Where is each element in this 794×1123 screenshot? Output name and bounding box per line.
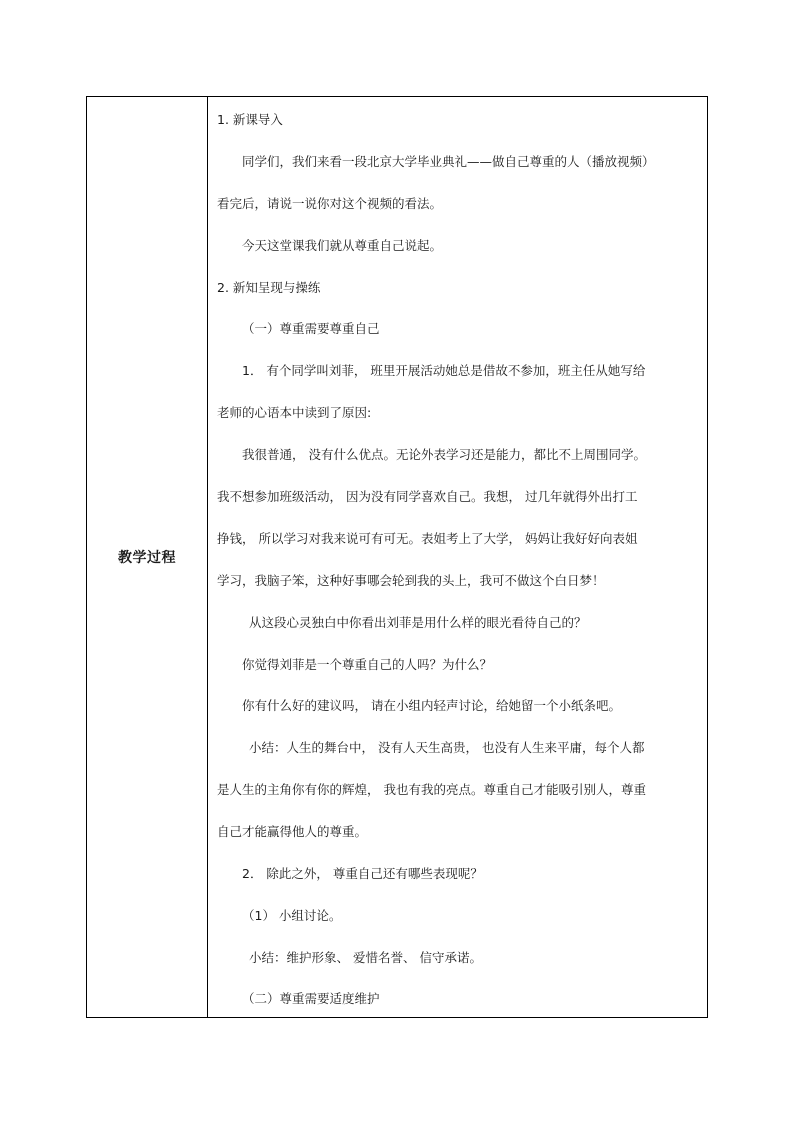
paragraph-line: 同学们，我们来看一段北京大学毕业典礼——做自己尊重的人（播放视频） (242, 154, 655, 169)
paragraph-line: （1） 小组讨论。 (242, 908, 342, 923)
heading-new-lesson-intro: 1. 新课导入 (217, 112, 283, 127)
section-label: 教学过程 (118, 550, 176, 566)
question-line: 你有什么好的建议吗， 请在小组内轻声讨论，给她留一个小纸条吧。 (242, 698, 621, 713)
summary-line: 小结：人生的舞台中， 没有人天生高贵， 也没有人生来平庸，每个人都 (249, 740, 645, 755)
paragraph-line: 2． 除此之外， 尊重自己还有哪些表现呢？ (242, 866, 483, 881)
paragraph-line: 老师的心语本中读到了原因: (217, 405, 372, 420)
teaching-process-content (208, 97, 707, 1017)
section-label-cell (87, 97, 208, 1017)
summary-line: 自己才能赢得他人的尊重。 (217, 824, 368, 839)
subheading-respect-self: （一）尊重需要尊重自己 (242, 321, 380, 336)
lesson-plan-table (86, 96, 708, 1018)
summary-line: 小结：维护形象、 爱惜名誉、 信守承诺。 (249, 950, 482, 965)
question-line: 你觉得刘菲是一个尊重自己的人吗？为什么？ (242, 657, 493, 672)
paragraph-line: 1． 有个同学叫刘菲， 班里开展活动她总是借故不参加，班主任从她写给 (242, 363, 646, 378)
summary-line: 是人生的主角你有你的辉煌， 我也有我的亮点。尊重自己才能吸引别人，尊重 (217, 782, 646, 797)
heading-new-knowledge: 2. 新知呈现与操练 (217, 280, 321, 295)
paragraph-line: 挣钱， 所以学习对我来说可有可无。表姐考上了大学， 妈妈让我好好向表姐 (217, 531, 638, 546)
paragraph-line: 我不想参加班级活动， 因为没有同学喜欢自己。我想， 过几年就得外出打工 (217, 489, 638, 504)
paragraph-line: 我很普通， 没有什么优点。无论外表学习还是能力，都比不上周围同学。 (242, 447, 646, 462)
question-line: 从这段心灵独白中你看出刘菲是用什么样的眼光看待自己的？ (249, 615, 587, 630)
paragraph-line: 学习，我脑子笨，这种好事哪会轮到我的头上，我可不做这个白日梦！ (217, 573, 605, 588)
paragraph-line: 今天这堂课我们就从尊重自己说起。 (242, 238, 443, 253)
subheading-moderate-defense: （二）尊重需要适度维护 (242, 991, 380, 1006)
paragraph-line: 看完后，请说一说你对这个视频的看法。 (217, 196, 443, 211)
